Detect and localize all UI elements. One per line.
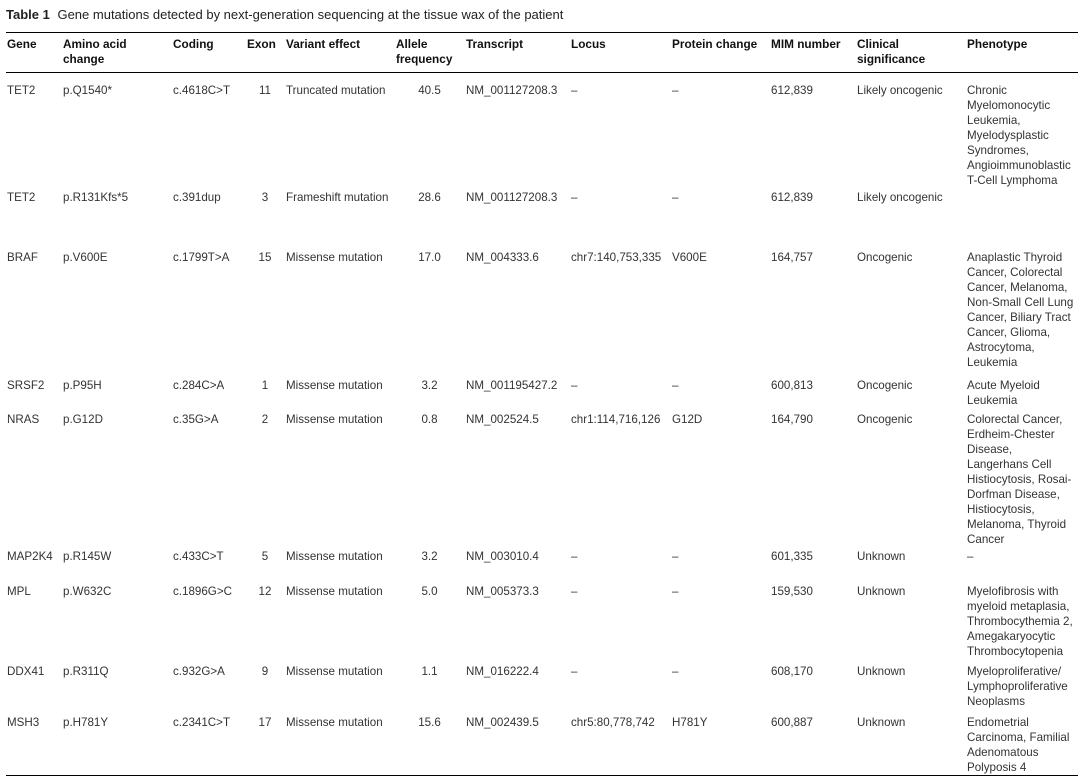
cell-coding: c.932G>A (173, 665, 225, 678)
cell-protein-change: – (672, 550, 679, 563)
cell-mim-number: 601,335 (771, 550, 813, 563)
cell-amino-acid-change: p.H781Y (63, 716, 109, 729)
cell-coding: c.391dup (173, 191, 221, 204)
cell-amino-acid-change: p.R311Q (63, 665, 109, 678)
cell-protein-change: – (672, 665, 679, 678)
cell-amino-acid-change: p.W632C (63, 585, 112, 598)
cell-coding: c.2341C>T (173, 716, 231, 729)
header-locus: Locus (571, 37, 606, 51)
cell-transcript: NM_001127208.3 (466, 84, 558, 97)
cell-protein-change: H781Y (672, 716, 708, 729)
cell-amino-acid-change: p.P95H (63, 379, 102, 392)
header-phenotype: Phenotype (967, 37, 1028, 51)
cell-variant-effect: Missense mutation (286, 665, 383, 678)
cell-locus: – (571, 550, 578, 563)
cell-protein-change: G12D (672, 413, 703, 426)
cell-variant-effect: Missense mutation (286, 251, 383, 264)
cell-phenotype: Acute Myeloid Leukemia (967, 379, 1040, 407)
cell-clinical-significance: Oncogenic (857, 379, 913, 392)
table-row (6, 713, 1078, 776)
cell-protein-change: V600E (672, 251, 707, 264)
table-row (6, 582, 1078, 662)
cell-mim-number: 164,790 (771, 413, 813, 426)
cell-gene: TET2 (7, 84, 36, 97)
table-row (6, 547, 1078, 582)
cell-variant-effect: Missense mutation (286, 550, 383, 563)
cell-gene: TET2 (7, 191, 36, 204)
cell-exon: 11 (258, 84, 272, 97)
cell-mim-number: 612,839 (771, 191, 813, 204)
cell-coding: c.284C>A (173, 379, 225, 392)
cell-clinical-significance: Oncogenic (857, 251, 913, 264)
cell-phenotype: Myeloproliferative/ Lymphoproliferative Neoplasms (967, 665, 1068, 708)
cell-transcript: NM_002439.5 (466, 716, 539, 729)
table-row (6, 410, 1078, 547)
header-variant-effect: Variant effect (286, 37, 361, 51)
header-exon: Exon (247, 37, 276, 51)
cell-variant-effect: Frameshift mutation (286, 191, 389, 204)
cell-allele-frequency: 3.2 (421, 379, 438, 392)
table-row (6, 248, 1078, 376)
cell-variant-effect: Missense mutation (286, 379, 383, 392)
cell-locus: – (571, 191, 578, 204)
cell-transcript: NM_001195427.2 (466, 379, 558, 392)
cell-coding: c.1896G>C (173, 585, 232, 598)
cell-exon: 15 (258, 251, 272, 264)
table-header-row (6, 33, 1078, 73)
cell-phenotype: – (967, 550, 974, 563)
table-row (6, 73, 1078, 189)
header-clinical-significance: Clinical significance (857, 37, 926, 66)
cell-clinical-significance: Oncogenic (857, 413, 913, 426)
cell-transcript: NM_001127208.3 (466, 191, 558, 204)
cell-mim-number: 608,170 (771, 665, 813, 678)
cell-clinical-significance: Unknown (857, 585, 906, 598)
cell-locus: – (571, 84, 578, 97)
cell-clinical-significance: Likely oncogenic (857, 84, 943, 97)
header-gene: Gene (7, 37, 37, 51)
cell-clinical-significance: Unknown (857, 665, 906, 678)
header-mim-number: MIM number (771, 37, 841, 51)
cell-clinical-significance: Likely oncogenic (857, 191, 943, 204)
cell-locus: – (571, 665, 578, 678)
cell-exon: 1 (261, 379, 269, 392)
cell-variant-effect: Truncated mutation (286, 84, 386, 97)
cell-gene: MAP2K4 (7, 550, 53, 563)
header-amino-acid-change: Amino acid change (63, 37, 127, 66)
cell-variant-effect: Missense mutation (286, 716, 383, 729)
cell-exon: 17 (258, 716, 272, 729)
cell-gene: NRAS (7, 413, 40, 426)
cell-allele-frequency: 15.6 (418, 716, 441, 729)
cell-allele-frequency: 0.8 (421, 413, 438, 426)
cell-amino-acid-change: p.R145W (63, 550, 112, 563)
table-caption-label: Table 1 (6, 7, 50, 22)
table-caption (6, 7, 563, 23)
cell-gene: SRSF2 (7, 379, 45, 392)
cell-locus: chr5:80,778,742 (571, 716, 655, 729)
cell-coding: c.1799T>A (173, 251, 230, 264)
cell-exon: 9 (261, 665, 269, 678)
cell-variant-effect: Missense mutation (286, 585, 383, 598)
cell-exon: 2 (261, 413, 269, 426)
cell-mim-number: 612,839 (771, 84, 813, 97)
cell-clinical-significance: Unknown (857, 716, 906, 729)
cell-phenotype: Endometrial Carcinoma, Familial Adenomatous Polyposis 4 (967, 716, 1070, 774)
cell-gene: BRAF (7, 251, 38, 264)
cell-mim-number: 600,887 (771, 716, 813, 729)
cell-locus: – (571, 379, 578, 392)
cell-protein-change: – (672, 585, 679, 598)
cell-allele-frequency: 40.5 (418, 84, 441, 97)
cell-allele-frequency: 1.1 (421, 665, 438, 678)
cell-allele-frequency: 5.0 (421, 585, 438, 598)
cell-allele-frequency: 3.2 (421, 550, 438, 563)
cell-exon: 12 (258, 585, 272, 598)
cell-mim-number: 164,757 (771, 251, 813, 264)
table-row (6, 188, 1078, 248)
cell-locus: chr7:140,753,335 (571, 251, 662, 264)
cell-locus: – (571, 585, 578, 598)
cell-transcript: NM_016222.4 (466, 665, 539, 678)
table-row (6, 376, 1078, 410)
cell-gene: MPL (7, 585, 31, 598)
table-row (6, 662, 1078, 713)
cell-amino-acid-change: p.R131Kfs*5 (63, 191, 129, 204)
cell-locus: chr1:114,716,126 (571, 413, 661, 426)
header-transcript: Transcript (466, 37, 524, 51)
cell-transcript: NM_002524.5 (466, 413, 539, 426)
cell-allele-frequency: 28.6 (418, 191, 441, 204)
cell-allele-frequency: 17.0 (418, 251, 441, 264)
cell-clinical-significance: Unknown (857, 550, 906, 563)
cell-gene: DDX41 (7, 665, 45, 678)
cell-transcript: NM_003010.4 (466, 550, 539, 563)
cell-protein-change: – (672, 379, 679, 392)
cell-coding: c.433C>T (173, 550, 224, 563)
cell-phenotype: Chronic Myelomonocytic Leukemia, Myelodysplastic Syndromes, Angioimmunoblastic T-Cell Lymphoma (967, 84, 1071, 187)
mutations-table (6, 32, 1078, 776)
cell-exon: 3 (261, 191, 269, 204)
cell-phenotype: Colorectal Cancer, Erdheim-Chester Disease, Langerhans Cell Histiocytosis, Rosai-Dorfman Disease, Histiocytosis, Melanoma, Thyroid Cancer (967, 413, 1072, 546)
cell-coding: c.4618C>T (173, 84, 231, 97)
table-caption-text: Gene mutations detected by next-generation sequencing at the tissue wax of the patient (57, 7, 564, 22)
cell-amino-acid-change: p.G12D (63, 413, 103, 426)
cell-variant-effect: Missense mutation (286, 413, 383, 426)
cell-mim-number: 600,813 (771, 379, 813, 392)
cell-protein-change: – (672, 191, 679, 204)
cell-mim-number: 159,530 (771, 585, 813, 598)
header-coding: Coding (173, 37, 214, 51)
cell-exon: 5 (261, 550, 269, 563)
header-allele-frequency: Allele frequency (396, 37, 453, 66)
cell-protein-change: – (672, 84, 679, 97)
header-protein-change: Protein change (672, 37, 758, 51)
cell-amino-acid-change: p.V600E (63, 251, 108, 264)
cell-amino-acid-change: p.Q1540* (63, 84, 112, 97)
cell-phenotype (966, 188, 1078, 248)
cell-transcript: NM_005373.3 (466, 585, 539, 598)
cell-phenotype: Myelofibrosis with myeloid metaplasia, Thrombocythemia 2, Amegakaryocytic Thrombocytopenia (967, 585, 1073, 658)
cell-coding: c.35G>A (173, 413, 219, 426)
cell-gene: MSH3 (7, 716, 40, 729)
cell-phenotype: Anaplastic Thyroid Cancer, Colorectal Cancer, Melanoma, Non-Small Cell Lung Cancer, Biliary Tract Cancer, Glioma, Astrocytoma, Leukemia (967, 251, 1074, 369)
cell-transcript: NM_004333.6 (466, 251, 539, 264)
